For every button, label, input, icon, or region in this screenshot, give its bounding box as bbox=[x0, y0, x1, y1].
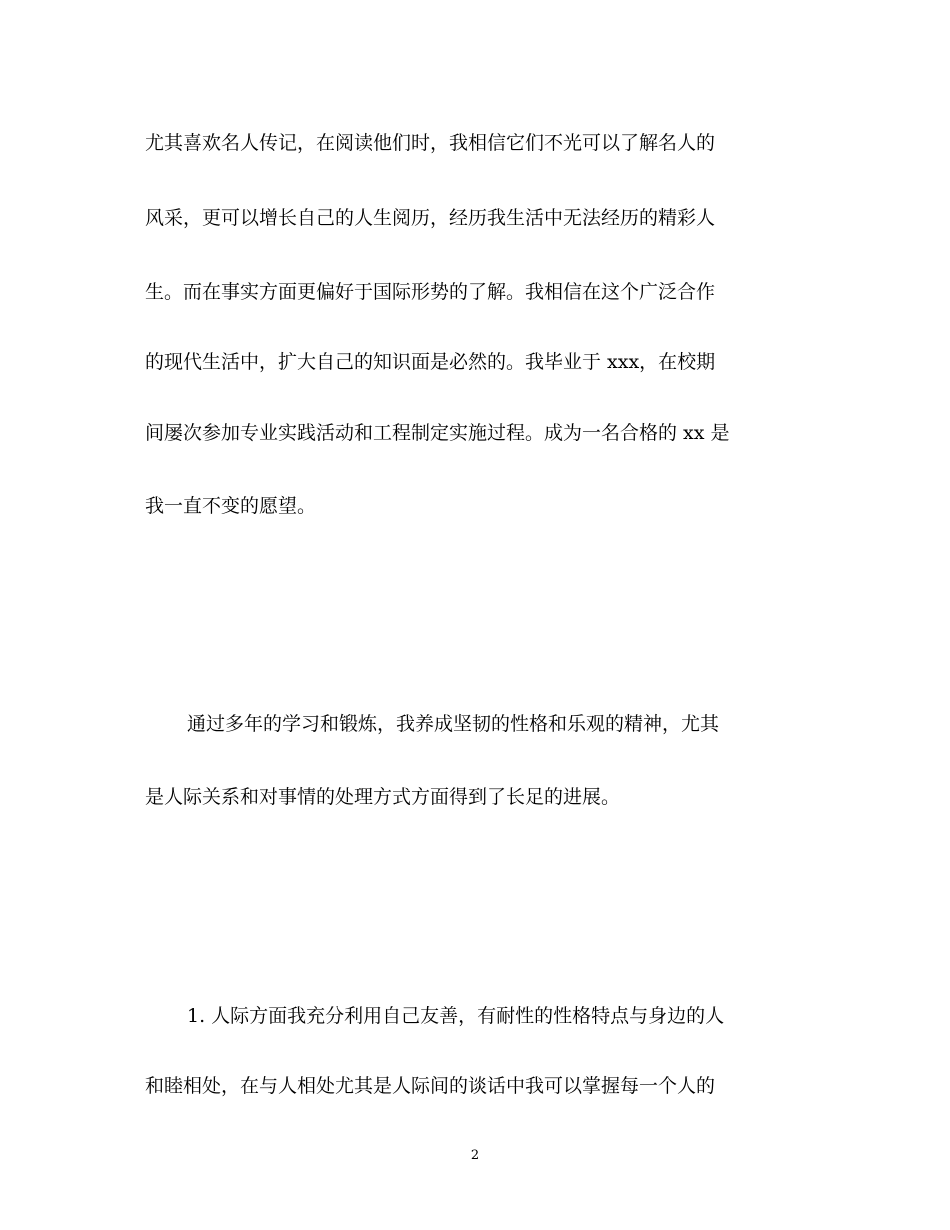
paragraph-3-line-1: 1. 人际方面我充分利用自己友善，有耐性的性格特点与身边的人 bbox=[187, 1005, 725, 1027]
paragraph-1-line-4: 的现代生活中，扩大自己的知识面是必然的。我毕业于 xxx，在校期 bbox=[145, 351, 716, 373]
paragraph-2-line-1: 通过多年的学习和锻炼，我养成坚韧的性格和乐观的精神，尤其 bbox=[187, 713, 720, 735]
paragraph-3-line-2: 和睦相处，在与人相处尤其是人际间的谈话中我可以掌握每一个人的 bbox=[145, 1075, 716, 1097]
paragraph-1-line-1: 尤其喜欢名人传记，在阅读他们时，我相信它们不光可以了解名人的 bbox=[145, 132, 716, 154]
paragraph-1-line-6: 我一直不变的愿望。 bbox=[145, 495, 317, 517]
paragraph-1-line-5: 间屡次参加专业实践活动和工程制定实施过程。成为一名合格的 xx 是 bbox=[145, 422, 730, 444]
paragraph-2-line-2: 是人际关系和对事情的处理方式方面得到了长足的进展。 bbox=[145, 786, 621, 808]
page-number: 2 bbox=[470, 1148, 480, 1163]
paragraph-1-line-2: 风采，更可以增长自己的人生阅历，经历我生活中无法经历的精彩人 bbox=[145, 207, 716, 229]
paragraph-1-line-3: 生。而在事实方面更偏好于国际形势的了解。我相信在这个广泛合作 bbox=[145, 281, 716, 303]
